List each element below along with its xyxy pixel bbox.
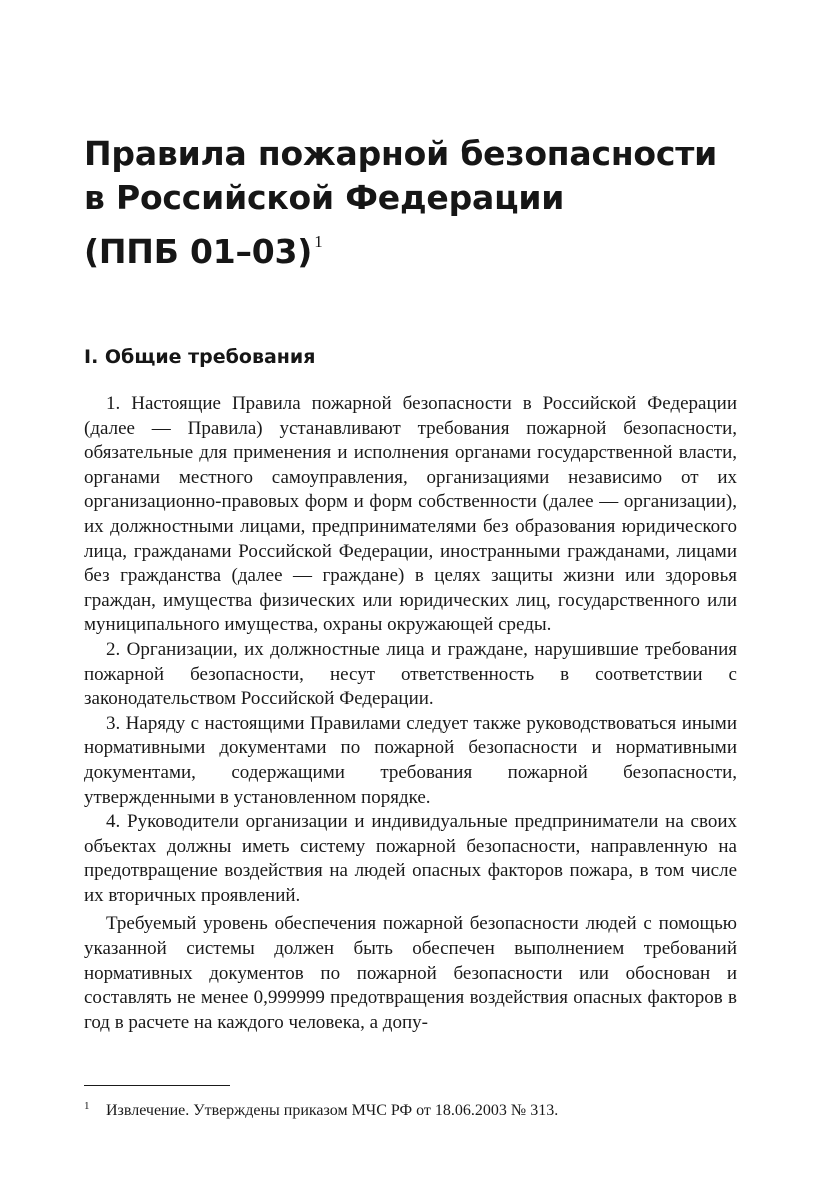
title-line: в Российской Федерации <box>84 178 565 217</box>
footnote-divider <box>84 1085 230 1086</box>
section-heading: I. Общие требования <box>84 346 316 368</box>
title-line-text: (ППБ 01–03) <box>84 232 313 271</box>
footnote-text: Извлечение. Утверждены приказом МЧС РФ от 18.06.2003 № 313. <box>106 1102 559 1119</box>
body-text <box>84 392 737 1035</box>
footnote-mark: 1 <box>84 1100 90 1112</box>
paragraph-1: 1. Настоящие Правила пожарной безопасности в Российской Федерации (далее — Правила) устанавливают требования пожарной безопасности, обязательные для применения и исполнения органами государственной власти, органами местного самоуправления, организациями независимо от их организационно-правовых форм и форм собственности (далее — организации), их должностными лицами, предпринимателями без образования юридического лица, гражданами Российской Федерации, иностранными гражданами, лицами без гражданства (далее — граждане) в целях защиты жизни или здоровья граждан, имущества физических или юридических лиц, государственного или муниципального имущества, охраны окружающей среды. <box>84 393 737 636</box>
paragraph-3: 3. Наряду с настоящими Правилами следует также руководствоваться иными нормативными документами по пожарной безопасности и нормативными документами, содержащими требования пожарной безопасности, утвержденными в установленном порядке. <box>84 712 737 808</box>
paragraph-4: 4. Руководители организации и индивидуальные предприниматели на своих объектах должны иметь систему пожарной безопасности, направленную на предотвращение воздействия на людей опасных факторов пожара, в том числе их вторичных проявлений. <box>84 811 737 906</box>
page-title <box>84 132 764 274</box>
title-line: Правила пожарной безопасности <box>84 134 718 173</box>
title-footnote-ref: 1 <box>314 232 323 251</box>
paragraph-2: 2. Организации, их должностные лица и граждане, нарушившие требования пожарной безопасности, несут ответственность в соответствии с законодательством Российской Федерации. <box>84 638 737 710</box>
title-line <box>84 220 764 274</box>
footnote <box>84 1096 558 1121</box>
paragraph-5: Требуемый уровень обеспечения пожарной безопасности людей с помощью указанной системы должен быть обеспечен выполнением требований нормативных документов по пожарной безопасности или обоснован и составлять не менее 0,999999 предотвращения воздействия опасных факторов в год в расчете на каждого человека, а допу- <box>84 913 737 1033</box>
